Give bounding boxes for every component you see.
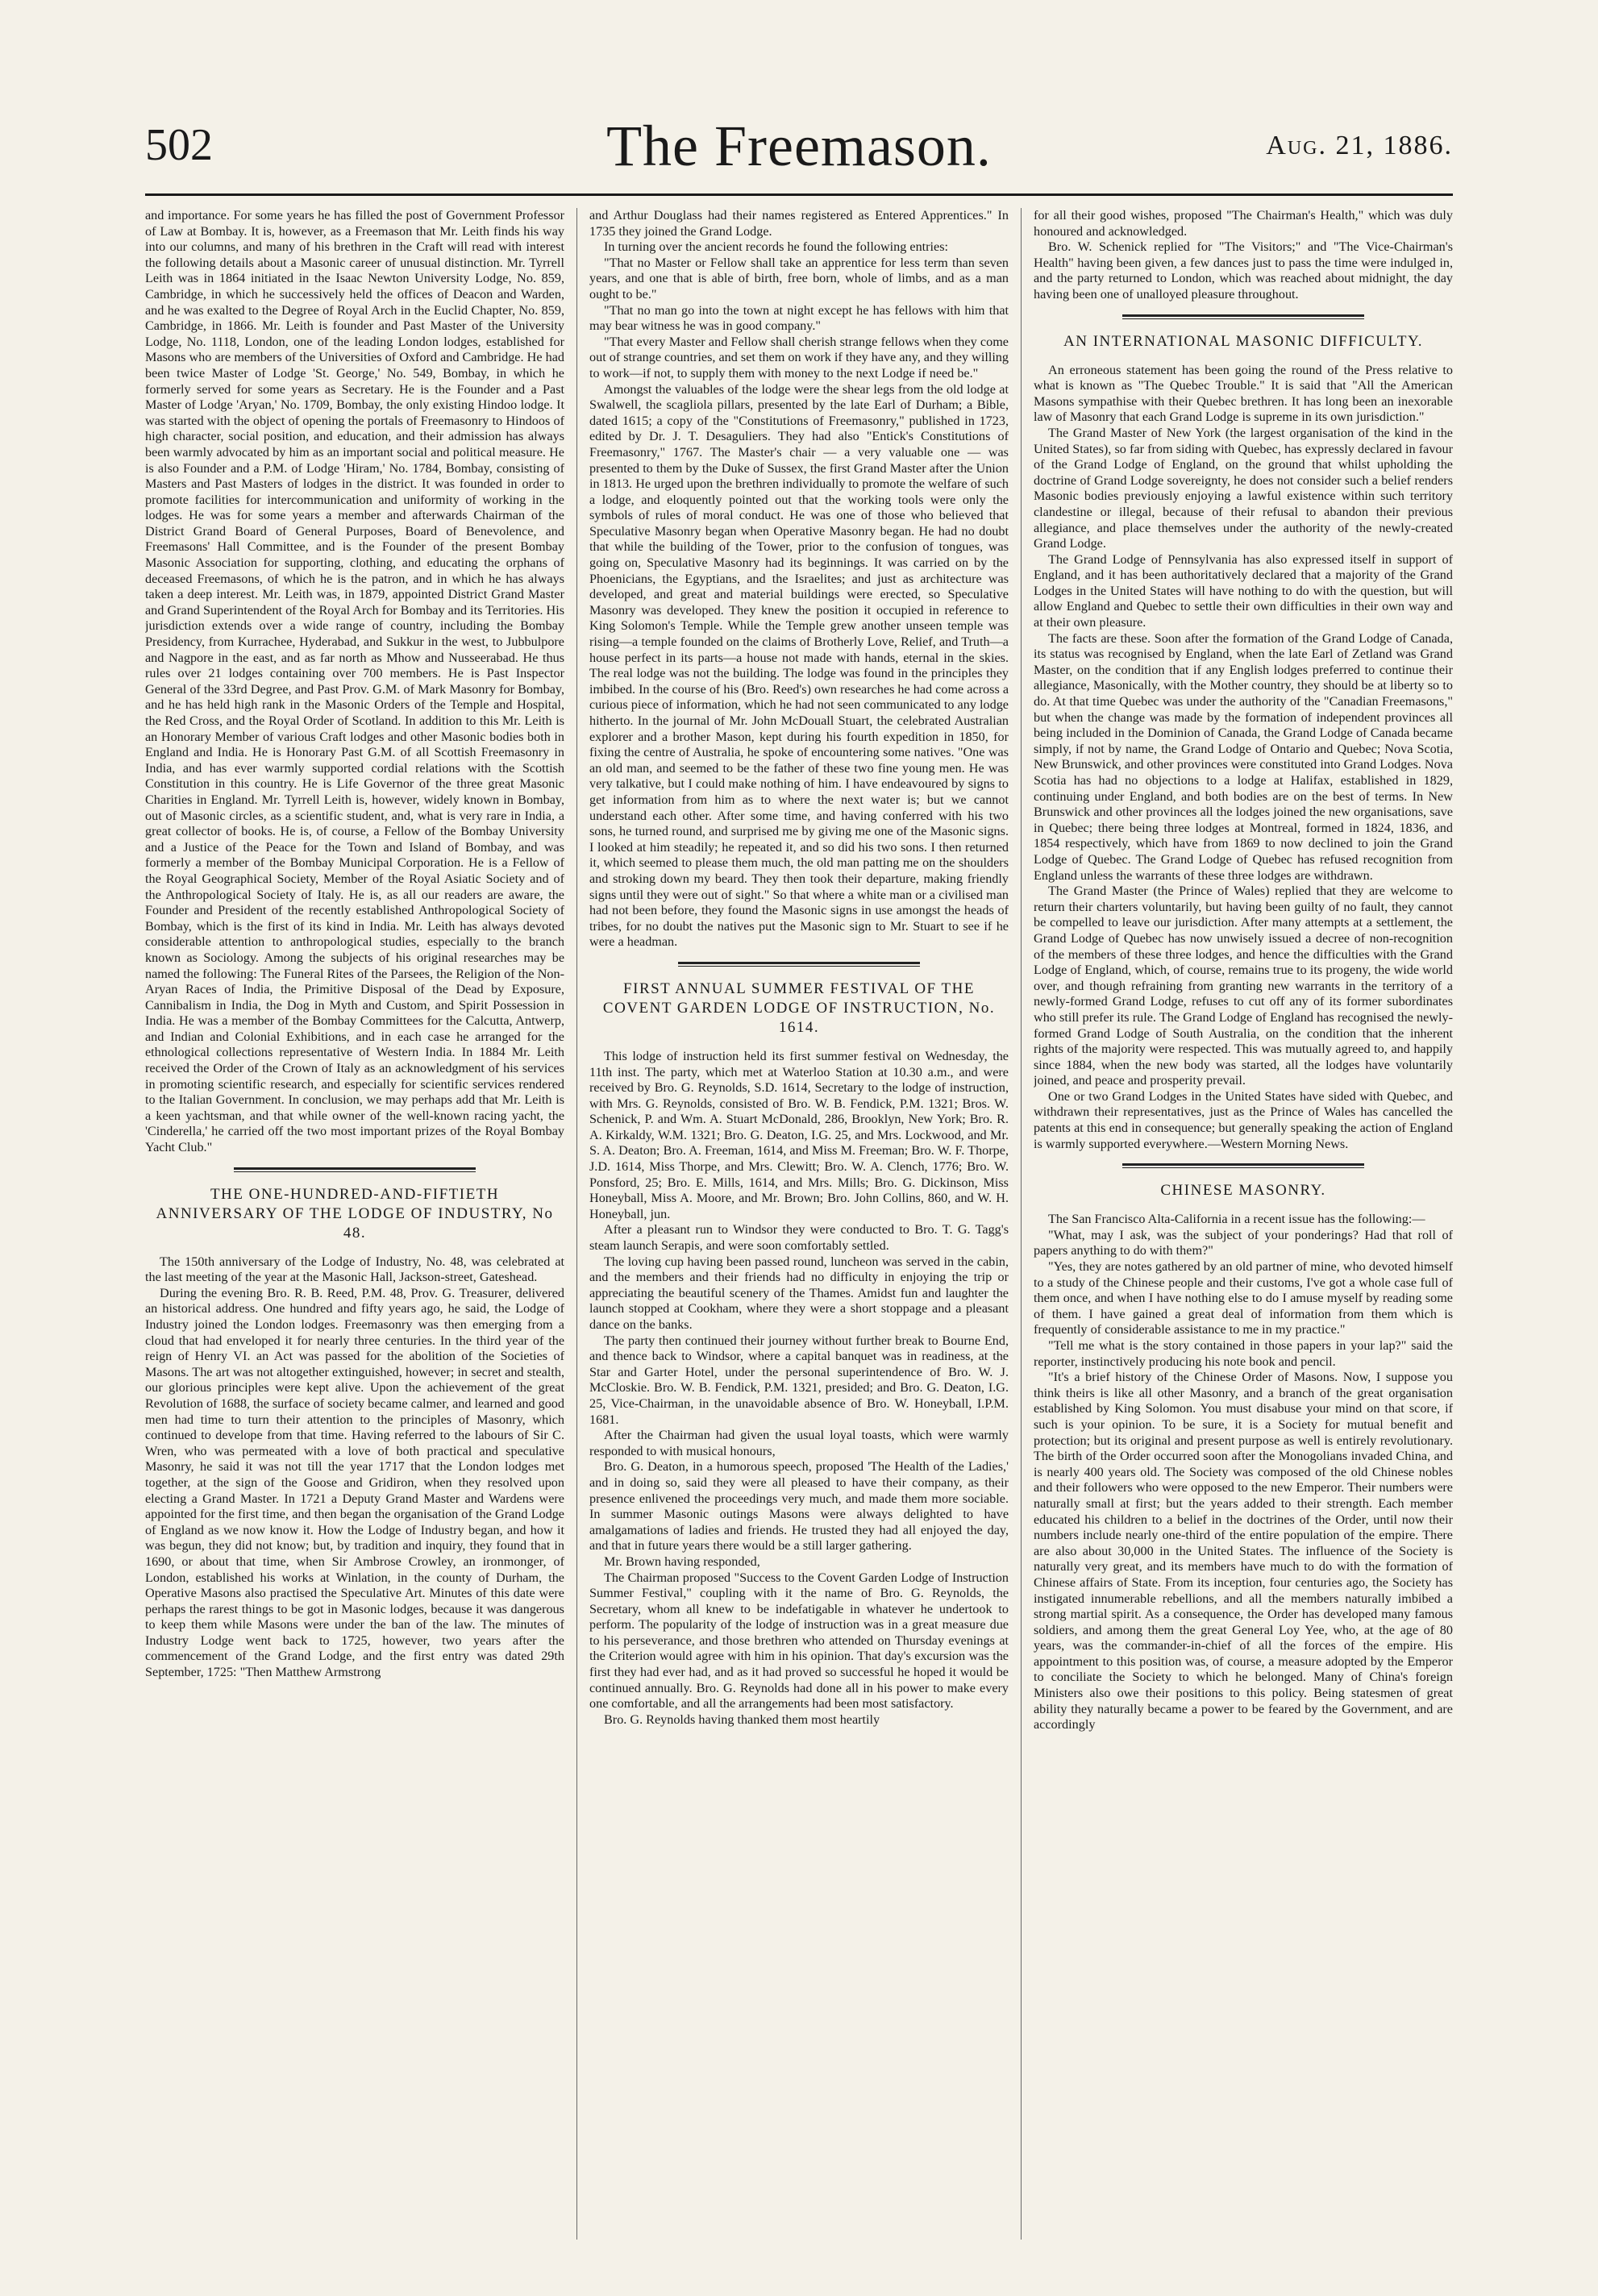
paragraph: Bro. W. Schenick replied for "The Visitors;" and "The Vice-Chairman's Health" having been given, a few dances just to pass the time were indulged in, and the party returned to London, which was reached about midnight, the day having been one of unalloyed pleasure throughout. xyxy=(1034,239,1453,302)
paragraph: The 150th anniversary of the Lodge of Industry, No. 48, was celebrated at the last meeting of the year at the Masonic Hall, Jackson-street, Gateshead. xyxy=(145,1254,564,1285)
paragraph: The Grand Master of New York (the largest organisation of the kind in the United States), so far from siding with Quebec, has expressly declared in favour of the Grand Lodge of England, on the ground that whilst upholding the doctrine of Grand Lodge sovereignty, he does not consider such a belief renders Masonic bodies previously enjoying a lawful existence within such territory clandestine or illegal, because of their refusal to abandon their previous allegiance, and place themselves under the authority of the newly-created Grand Lodge. xyxy=(1034,425,1453,551)
column-divider xyxy=(576,208,577,2240)
paragraph: Amongst the valuables of the lodge were the shear legs from the old lodge at Swalwell, the scagliola pillars, presented by the late Earl of Durham; a Bible, dated 1615; a copy of the "Constitutions of Freemasonry," published in 1723, edited by Dr. J. T. Desaguliers. They had also "Entick's Constitutions of Freemasonry," 1767. The Master's chair — a very valuable one — was presented to them by the Duke of Sussex, the first Grand Master after the Union in 1813. He urged upon the brethren individually to promote the welfare of such a lodge, and eloquently pointed out that the working tools were only the symbols of rules of moral conduct. He was one of those who believed that Speculative Masonry began when Operative Masonry began. He had no doubt that while the building of the Tower, prior to the confusion of tongues, was going on, Speculative Masonry had its beginnings. It was carried on by the Phoenicians, the Egyptians, and the Israelites; and just as architecture was developed, and great and material buildings were erected, so Speculative Masonry was developed. They knew the position it occupied in reference to King Solomon's Temple. While the Temple grew another unseen temple was rising—a temple founded on the claims of Brotherly Love, Relief, and Truth—a house perfect in its parts—a house not made with hands, eternal in the skies. The real lodge was not the building. The lodge was found in the principles they imbibed. In the course of his (Bro. Reed's) own researches he had come across a curious piece of information, which he had not seen communicated to any lodge hitherto. In the journal of Mr. John McDouall Stuart, the celebrated Australian explorer and a brother Mason, kept during his fourth expedition in 1850, for fixing the centre of Australia, he spoke of encountering some natives. "One was an old man, and seemed to be the father of these two fine young men. He was very talkative, but I could make nothing of him. I have endeavoured by signs to get information from him as to where the next water is; but we cannot understand each other. After some time, and having conferred with his two sons, he turned round, and surprised me by giving me one of the Masonic signs. I looked at him steadily; he repeated it, and so did his two sons. I then returned it, which seemed to please them much, the old man patting me on the shoulders and stroking down my beard. They then took their departure, making friendly signs until they were out of sight." So that where a white man or a civilised man had not been before, they found the Masonic signs in use amongst the heads of tribes, for no doubt the natives put the Masonic sign to Mr. Stuart to see if he were a headman. xyxy=(589,381,1009,950)
paragraph: "It's a brief history of the Chinese Order of Masons. Now, I suppose you think theirs is like all other Masonry, and a branch of the great organisation established by King Solomon. You must disabuse your mind on that score, if such is your opinion. To be sure, it is a Society for mutual benefit and protection; but its original and present purpose as well is entirely revolutionary. The birth of the Order occurred soon after the Monogolians invaded China, and is nearly 400 years old. The Society was composed of the old Chinese nobles and their followers who were opposed to the new Emperor. Their numbers were naturally small at first; but the years added to their strength. Each member educated his children to a belief in the doctrines of the Order, until now their numbers include nearly one-third of the entire population of the empire. There are also about 30,000 in the United States. The influence of the Society is naturally very great, and its members have much to do with the formation of Chinese affairs of State. From its inception, four centuries ago, the Society has instigated innumerable rebellions, and all the members naturally imbibed a strong martial spirit. As a consequence, the Order has developed many famous soldiers, and among them the great General Loy Yee, who, at the age of 80 years, was the commander-in-chief of all the forces of the empire. His appointment to this position was, of course, a measure adopted by the Emperor to conciliate the Society to which he belonged. Many of China's foreign Ministers also owe their positions to this policy. Being statesmen of great ability they naturally became a power to be feared by the Government, and are accordingly xyxy=(1034,1370,1453,1732)
newspaper-title: The Freemason. xyxy=(606,114,992,178)
article-heading-covent-garden: FIRST ANNUAL SUMMER FESTIVAL OF THE COVENT GARDEN LODGE OF INSTRUCTION, No. 1614. xyxy=(602,980,996,1036)
paragraph: After the Chairman had given the usual loyal toasts, which were warmly responded to with musical honours, xyxy=(589,1428,1009,1458)
paragraph: During the evening Bro. R. B. Reed, P.M. 48, Prov. G. Treasurer, delivered an historical address. One hundred and fifty years ago, he said, the Lodge of Industry joined the London lodges. Freemasonry was then emerging from a cloud that had enveloped it for nearly three centuries. In the third year of the reign of Henry VI. an Act was passed for the abolition of the Societies of Masons. The art was not altogether extinguished, however; in secret and stealth, our glorious principles were kept alive. Upon the achievement of the great Revolution of 1688, the surface of society became calmer, and learned and good men had time to turn their attention to the principles of Masonry, which continued to develope from that time. Having referred to the labours of Sir C. Wren, who was permeated with a love of both practical and speculative Masonry, he said it was not till the year 1717 that the London lodges met together, at the sign of the Goose and Gridiron, when they resolved upon electing a Grand Master. In 1721 a Deputy Grand Master and Wardens were appointed for the first time, and then began the organisation of the Grand Lodge of England as we now know it. How the Lodge of Industry began, and how it was begun, they did not know; but, by tradition and inquiry, they found that in 1690, or about that time, when Sir Ambrose Crowley, an ironmonger, of London, established his works at Winlation, in the county of Durham, the Operative Masons also practised the Speculative Art. Minutes of this date were perhaps the rarest things to be got in Masonic lodges, because it was dangerous to keep them while Masons were under the ban of the law. The minutes of Industry Lodge went back to 1725, however, two years after the commencement of the Grand Lodge, and the first entry was dated 29th September, 1725: "Then Matthew Armstrong xyxy=(145,1285,564,1680)
section-divider xyxy=(1122,1163,1364,1168)
article-heading-lodge-of-industry: THE ONE-HUNDRED-AND-FIFTIETH ANNIVERSARY OF THE LODGE OF INDUSTRY, No 48. xyxy=(156,1185,554,1242)
paragraph: The facts are these. Soon after the formation of the Grand Lodge of Canada, its status was recognised by England, when the late Earl of Zetland was Grand Master, on the condition that if any English lodges preferred to continue their allegiance, Masonically, with the Mother country, they should be at liberty so to do. At that time Quebec was under the authority of the "Canadian Freemasons," but when the change was made by the formation of independent provinces all being included in the Dominion of Canada, the Grand Lodge of Canada became simply, if not by name, the Grand Lodge of Ontario and Quebec; Nova Scotia, New Brunswick, and other provinces were constituted into Grand Lodges. Nova Scotia has had no objections to a lodge at Halifax, established in 1829, continuing under England, and both bodies are on the best of terms. In New Brunswick and other provinces all the lodges joined the new organisations, save in Quebec; there being three lodges at Montreal, formed in 1824, 1836, and 1854 respectively, which have from 1869 to now declined to join the Grand Lodge of Quebec. The Grand Lodge of Quebec has refused recognition from England unless the warrants of these three lodges are withdrawn. xyxy=(1034,630,1453,883)
quoted-entry: "That no Master or Fellow shall take an apprentice for less term than seven years, and one that is able of birth, free born, whole of limbs, and as a man ought to be." xyxy=(589,255,1009,302)
paragraph: and Arthur Douglass had their names registered as Entered Apprentices." In 1735 they joined the Grand Lodge. xyxy=(589,208,1009,239)
paragraph: "What, may I ask, was the subject of your ponderings? Had that roll of papers anything to do with them?" xyxy=(1034,1227,1453,1258)
section-divider xyxy=(234,1167,476,1172)
paragraph: This lodge of instruction held its first summer festival on Wednesday, the 11th inst. The party, which met at Waterloo Station at 10.30 a.m., and were received by Bro. G. Reynolds, S.D. 1614, Secretary to the lodge of instruction, with Mrs. G. Reynolds, consisted of Bro. W. B. Fendick, P.M. 1321; Bros. W. Schenick, P. and Wm. A. Stuart McDonald, 286, Brooklyn, New York; Bro. R. A. Kirkaldy, W.M. 1321; Bro. G. Deaton, I.G. 25, and Mrs. Lockwood, and Mr. S. A. Deaton; Bro. A. Freeman, 1614, and Miss M. Freeman; Bro. W. F. Thorpe, J.D. 1614, Miss Thorpe, and Mrs. Clewitt; Bro. W. A. Clench, 1776; Bro. W. Ponsford, 25; Bro. E. Mills, 1614, and Mrs. Mills; Bro. G. Dickinson, Miss Honeyball, Miss A. Moore, and Mr. Brown; Bro. John Collins, 860, and W. H. Honeyball, jun. xyxy=(589,1048,1009,1221)
paragraph: The loving cup having been passed round, luncheon was served in the cabin, and the members and their friends had no difficulty in enjoying the trip or appreciating the beautiful scenery of the Thames. Amidst fun and laughter the launch stopped at Cookham, where they were a short stoppage and a pleasant dance on the banks. xyxy=(589,1254,1009,1332)
quoted-entry: "That every Master and Fellow shall cherish strange fellows when they come out of strange countries, and set them on work if they have any, and they willing to work—if not, to supply them with money to the next Lodge if need be." xyxy=(589,334,1009,381)
issue-date: Aug. 21, 1886. xyxy=(1266,131,1453,160)
paragraph: The San Francisco Alta-California in a recent issue has the following:— xyxy=(1048,1212,1425,1227)
newspaper-page xyxy=(145,113,1453,2241)
section-divider xyxy=(1122,314,1364,319)
column-divider xyxy=(1021,208,1022,2240)
paragraph: "Tell me what is the story contained in those papers in your lap?" said the reporter, instinctively producing his note book and pencil. xyxy=(1034,1338,1453,1369)
masthead xyxy=(145,113,1453,196)
paragraph: for all their good wishes, proposed "The Chairman's Health," which was duly honoured and acknowledged. xyxy=(1034,208,1453,239)
column-3 xyxy=(1034,208,1453,2240)
article-heading-chinese-masonry: CHINESE MASONRY. xyxy=(1160,1182,1326,1200)
column-2 xyxy=(589,208,1009,2240)
paragraph: and importance. For some years he has filled the post of Government Professor of Law at Bombay. It is, however, as a Freemason that Mr. Leith finds his way into our columns, and many of his brethren in the Craft will read with interest the following details about a Masonic career of unusual distinction. Mr. Tyrrell Leith was in 1864 initiated in the Isaac Newton University Lodge, No. 859, Cambridge, in which he successively held the offices of Deacon and Warden, and he was exalted to the Degree of Royal Arch in the Euclid Chapter, No. 859, Cambridge, in 1866. Mr. Leith is founder and Past Master of the University Lodge, No. 1118, London, one of the leading London lodges, established for Masons who are members of the Universities of Oxford and Cambridge. He had been twice Master of Lodge 'St. George,' No. 549, Bombay, in which he formerly served for some years as Secretary. He is the Founder and a Past Master of Lodge 'Aryan,' No. 1709, Bombay, the only existing Hindoo lodge. It was started with the object of opening the portals of Freemasonry to Hindoos of high character, social position, and education, and their admission has always been warmly advocated by him as an important social and political measure. He is also Founder and a P.M. of Lodge 'Hiram,' No. 1784, Bombay, consisting of Masters and Past Masters of lodges in the district. It was founded in order to promote facilities for intercommunication and uniformity of working in the lodges. He was for some years a member and afterwards Chairman of the District Grand Board of General Purposes, Board of Benevolence, and Freemasons' Hall Committee, and is the Founder of the present Bombay Masonic Association for supporting, clothing, and educating the orphans of deceased Freemasons, of which he is the patron, and in which he has always taken a deep interest. Mr. Leith was, in 1879, appointed District Grand Master and Grand Superintendent of the Royal Arch for Bombay and its Territories. His jurisdiction extends over a wide range of country, including the Bombay Presidency, from Kurrachee, Hyderabad, and Sukkur in the west, to Jubbulpore and Nagpore in the east, and as far north as Mhow and Nusseerabad. He thus rules over 21 lodges containing over 700 members. He is Past Inspector General of the 33rd Degree, and Past Prov. G.M. of Mark Masonry for Bombay, and he has held high rank in the Masonic Orders of the Temple and Hospital, the Red Cross, and the Royal Order of Scotland. In addition to this Mr. Leith is an Honorary Member of various Craft lodges and other Masonic bodies both in England and India. He is Honorary Past G.M. of all Scottish Freemasonry in India, and has ever warmly supported cordial relations with the Scottish Constitution in this country. He is Life Governor of the three great Masonic Charities in England. Mr. Tyrrell Leith is, however, widely known in Bombay, out of Masonic circles, as a scientific student, and, what is very rare in India, a great collector of books. He is, of course, a Fellow of the Bombay University and a Justice of the Peace for the Town and Island of Bombay, and was formerly a member of the Bombay Municipal Corporation. He is a Fellow of the Royal Geographical Society, Member of the Royal Asiatic Society and of the Anthropological Society of Italy. He is, as all our readers are aware, the Founder and President of the recently established Anthropological Society of Bombay, which is the first of its kind in India. Mr. Leith has always devoted considerable attention to anthropological studies, especially to the branch known as Sociology. Among the subjects of his original researches may be named the following: The Funeral Rites of the Parsees, the Religion of the Non-Aryan Races of India, the Primitive Disposal of the Dead by Exposure, Cannibalism in India, the Dog in Myth and Custom, and Spirit Possession in India. He was a member of the Bombay Committees for the Calcutta, Antwerp, and Indian and Colonial Exhibitions, and in each case he arranged for the ethnological collections representative of Western India. In 1884 Mr. Leith received the Order of the Crown of Italy as an acknowledgment of his services in promoting scientific research, and especially for scientific services rendered to the Italian Government. In conclusion, we may perhaps add that Mr. Leith is a keen yachtsman, and that while owner of the well-known racing yacht, the 'Cinderella,' he carried off the two most important prizes of the Royal Bombay Yacht Club." xyxy=(145,208,564,1155)
paragraph: In turning over the ancient records he found the following entries: xyxy=(604,239,949,255)
paragraph: The party then continued their journey without further break to Bourne End, and thence back to Windsor, where a capital banquet was in readiness, at the Star and Garter Hotel, under the personal superintendence of Bro. W. J. McCloskie. Bro. W. B. Fendick, P.M. 1321, presided; and Bro. G. Deaton, I.G. 25, Vice-Chairman, in the unavoidable absence of Bro. W. Honeyball, I.P.M. 1681. xyxy=(589,1333,1009,1427)
section-divider xyxy=(678,962,920,967)
paragraph: Bro. G. Deaton, in a humorous speech, proposed 'The Health of the Ladies,' and in doing so, said they were all pleased to have their company, as their presence enlivened the proceedings very much, and made them more sociable. In summer Masonic outings Masons were always delighted to have amalgamations of ladies and friends. He trusted they had all enjoyed the day, and that in future years there would be a still larger gathering. xyxy=(589,1459,1009,1554)
paragraph: The Grand Master (the Prince of Wales) replied that they are welcome to return their charters voluntarily, but having been guilty of no fault, they cannot be compelled to leave our jurisdiction. After many attempts at a settlement, the Grand Lodge of Quebec has now unwisely issued a decree of non-recognition of the members of these three lodges, and hence the difficulties with the Grand Lodge of England, which, of course, remains true to its progeny, the wide world over, and though refraining from granting new warrants in the territory of a newly-formed Grand Lodge, refuses to cut off any of its former subordinates who still prefer its rule. The Grand Lodge of England has recognised the newly-formed Grand Lodge of South Australia, on the condition that the inherent rights of the majority were respected. This was mutually agreed to, and happily since 1884, when the new body was started, all the lodges have voluntarily joined, and peace and prosperity prevail. xyxy=(1034,884,1453,1088)
paragraph: An erroneous statement has been going the round of the Press relative to what is known as "The Quebec Trouble." It is said that "All the American Masons sympathise with their Quebec brethren. It has long been an inexorable law of Masonry that each Grand Lodge is supreme in its own jurisdiction." xyxy=(1034,362,1453,425)
paragraph: The Chairman proposed "Success to the Covent Garden Lodge of Instruction Summer Festival," coupling with it the name of Bro. G. Reynolds, the Secretary, whom all knew to be indefatigable in whatever he undertook to perform. The popularity of the lodge of instruction was in a great measure due to his perseverance, and those brethren who attended on Thursday evenings at the Criterion would agree with him in his opinion. That day's excursion was the first they had ever had, and as it had proved so successful he hoped it would be continued annually. Bro. G. Reynolds had done all in his power to make every one comfortable, and all the arrangements had been most satisfactory. xyxy=(589,1570,1009,1712)
paragraph: Bro. G. Reynolds having thanked them most heartily xyxy=(604,1712,880,1727)
article-heading-masonic-difficulty: AN INTERNATIONAL MASONIC DIFFICULTY. xyxy=(1063,332,1423,350)
article-columns xyxy=(145,208,1453,2240)
page-number: 502 xyxy=(145,120,213,170)
paragraph: The Grand Lodge of Pennsylvania has also expressed itself in support of England, and it has been authoritatively declared that a majority of the Grand Lodges in the United States will have nothing to do with the question, but will allow England and Quebec to settle their own difficulties in their own way and at their own pleasure. xyxy=(1034,551,1453,630)
paragraph: One or two Grand Lodges in the United States have sided with Quebec, and withdrawn their representatives, just as the Prince of Wales has cancelled the patents at this end in consequence; but generally speaking the action of England is warmly supported everywhere.—Western Morning News. xyxy=(1034,1088,1453,1151)
paragraph: After a pleasant run to Windsor they were conducted to Bro. T. G. Tagg's steam launch Serapis, and were soon comfortably settled. xyxy=(589,1222,1009,1254)
paragraph: Mr. Brown having responded, xyxy=(604,1554,760,1569)
column-1 xyxy=(145,208,564,2240)
paragraph: "Yes, they are notes gathered by an old partner of mine, who devoted himself to a study of the Chinese people and their customs, I've got a whole case full of them once, and when I have nothing else to do I amuse myself by reading some of them. I have gained a great deal of information from them which is frequently of considerable assistance to me in my practice." xyxy=(1034,1259,1453,1337)
quoted-entry: "That no man go into the town at night except he has fellows with him that may bear witness he was in good company." xyxy=(589,302,1009,334)
